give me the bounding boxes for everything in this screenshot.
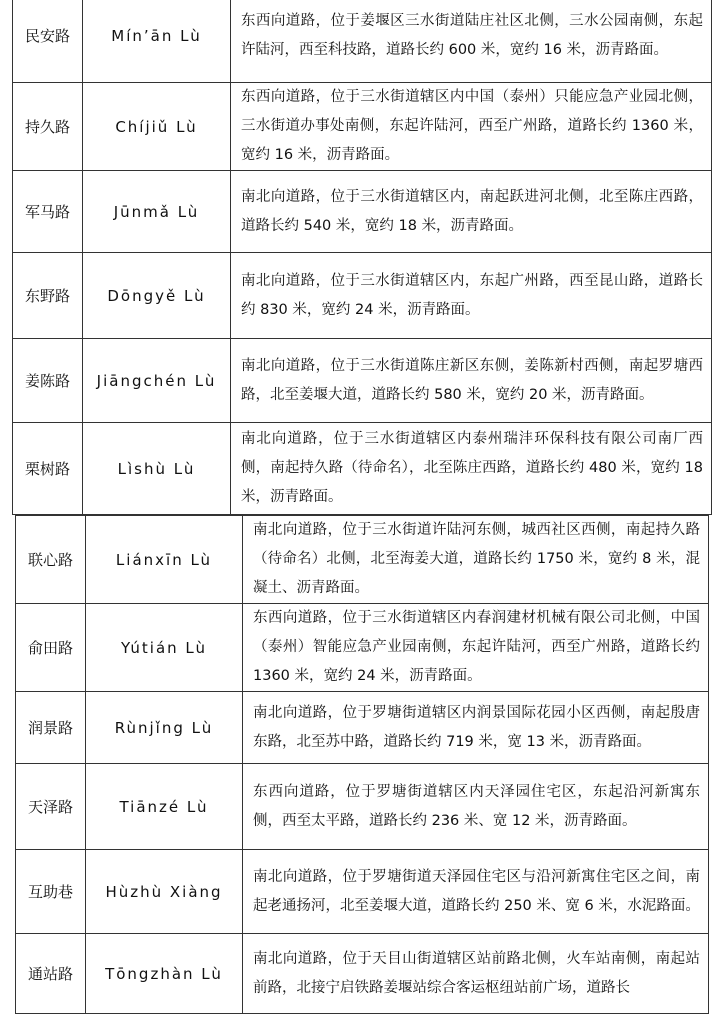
road-name-cell: 联心路 — [16, 516, 86, 604]
road-pinyin-cell: Hùzhù Xiàng — [86, 850, 243, 934]
road-pinyin-cell: Dōngyě Lù — [83, 253, 231, 339]
road-description-cell: 南北向道路，位于三水街道辖区内，南起跃进河北侧，北至陈庄西路，道路长约 540 米，宽约 18 米，沥青路面。 — [231, 171, 712, 253]
table-row — [13, 171, 712, 253]
road-description-cell: 南北向道路，位于罗塘街道辖区内润景国际花园小区西侧，南起殷唐东路，北至苏中路，道路长约 719 米，宽 13 米，沥青路面。 — [243, 692, 709, 764]
road-description-cell: 南北向道路，位于三水街道陈庄新区东侧，姜陈新村西侧，南起罗塘西路，北至姜堰大道，道路长约 580 米，宽约 20 米，沥青路面。 — [231, 339, 712, 423]
road-name-cell: 姜陈路 — [13, 339, 83, 423]
road-name-cell: 天泽路 — [16, 764, 86, 850]
table-row — [16, 764, 709, 850]
road-table-top — [12, 0, 712, 515]
road-name-cell: 东野路 — [13, 253, 83, 339]
road-pinyin-cell: Tōngzhàn Lù — [86, 934, 243, 1014]
road-pinyin-cell: Jūnmǎ Lù — [83, 171, 231, 253]
table-row — [13, 339, 712, 423]
road-description-cell: 东西向道路，位于三水街道辖区内春润建材机械有限公司北侧，中国（泰州）智能应急产业园南侧，东起许陆河，西至广州路，道路长约 1360 米，宽约 24 米，沥青路面。 — [243, 604, 709, 692]
table-row — [13, 253, 712, 339]
road-name-cell: 栗树路 — [13, 423, 83, 515]
road-pinyin-cell: Rùnjǐng Lù — [86, 692, 243, 764]
table-row — [16, 516, 709, 604]
table-row — [16, 604, 709, 692]
road-name-cell: 军马路 — [13, 171, 83, 253]
road-pinyin-cell: Mín’ān Lù — [83, 0, 231, 83]
table-row — [16, 934, 709, 1014]
table-row — [16, 850, 709, 934]
road-description-cell: 南北向道路，位于三水街道辖区内泰州瑞沣环保科技有限公司南厂西侧，南起持久路（待命名），北至陈庄西路，道路长约 480 米，宽约 18 米，沥青路面。 — [231, 423, 712, 515]
road-name-cell: 润景路 — [16, 692, 86, 764]
table-row — [13, 83, 712, 171]
road-description-cell: 东西向道路，位于罗塘街道辖区内天泽园住宅区，东起沿河新寓东侧，西至太平路，道路长约 236 米、宽 12 米，沥青路面。 — [243, 764, 709, 850]
road-table-bottom — [15, 515, 709, 1014]
road-name-cell: 持久路 — [13, 83, 83, 171]
road-description-cell: 东西向道路，位于三水街道辖区内中国（泰州）只能应急产业园北侧，三水街道办事处南侧，东起许陆河，西至广州路，道路长约 1360 米，宽约 16 米，沥青路面。 — [231, 83, 712, 171]
table-row — [16, 692, 709, 764]
road-pinyin-cell: Tiānzé Lù — [86, 764, 243, 850]
road-name-cell: 互助巷 — [16, 850, 86, 934]
road-name-cell: 俞田路 — [16, 604, 86, 692]
road-pinyin-cell: Jiāngchén Lù — [83, 339, 231, 423]
road-pinyin-cell: Yútián Lù — [86, 604, 243, 692]
road-description-cell: 南北向道路，位于罗塘街道天泽园住宅区与沿河新寓住宅区之间，南起老通扬河，北至姜堰大道，道路长约 250 米、宽 6 米，水泥路面。 — [243, 850, 709, 934]
road-name-cell: 通站路 — [16, 934, 86, 1014]
road-description-cell: 南北向道路，位于三水街道许陆河东侧，城西社区西侧，南起持久路（待命名）北侧，北至海姜大道，道路长约 1750 米，宽约 8 米，混凝土、沥青路面。 — [243, 516, 709, 604]
road-name-cell: 民安路 — [13, 0, 83, 83]
road-description-cell: 南北向道路，位于三水街道辖区内，东起广州路，西至昆山路，道路长约 830 米，宽约 24 米，沥青路面。 — [231, 253, 712, 339]
road-pinyin-cell: Lìshù Lù — [83, 423, 231, 515]
road-pinyin-cell: Liánxīn Lù — [86, 516, 243, 604]
table-row — [13, 423, 712, 515]
table-row — [13, 0, 712, 83]
road-pinyin-cell: Chíjiǔ Lù — [83, 83, 231, 171]
road-description-cell: 南北向道路，位于天目山街道辖区站前路北侧，火车站南侧，南起站前路，北接宁启铁路姜堰站综合客运枢纽站前广场，道路长 — [243, 934, 709, 1014]
road-description-cell: 东西向道路，位于姜堰区三水街道陆庄社区北侧，三水公园南侧，东起许陆河，西至科技路，道路长约 600 米，宽约 16 米，沥青路面。 — [231, 0, 712, 83]
